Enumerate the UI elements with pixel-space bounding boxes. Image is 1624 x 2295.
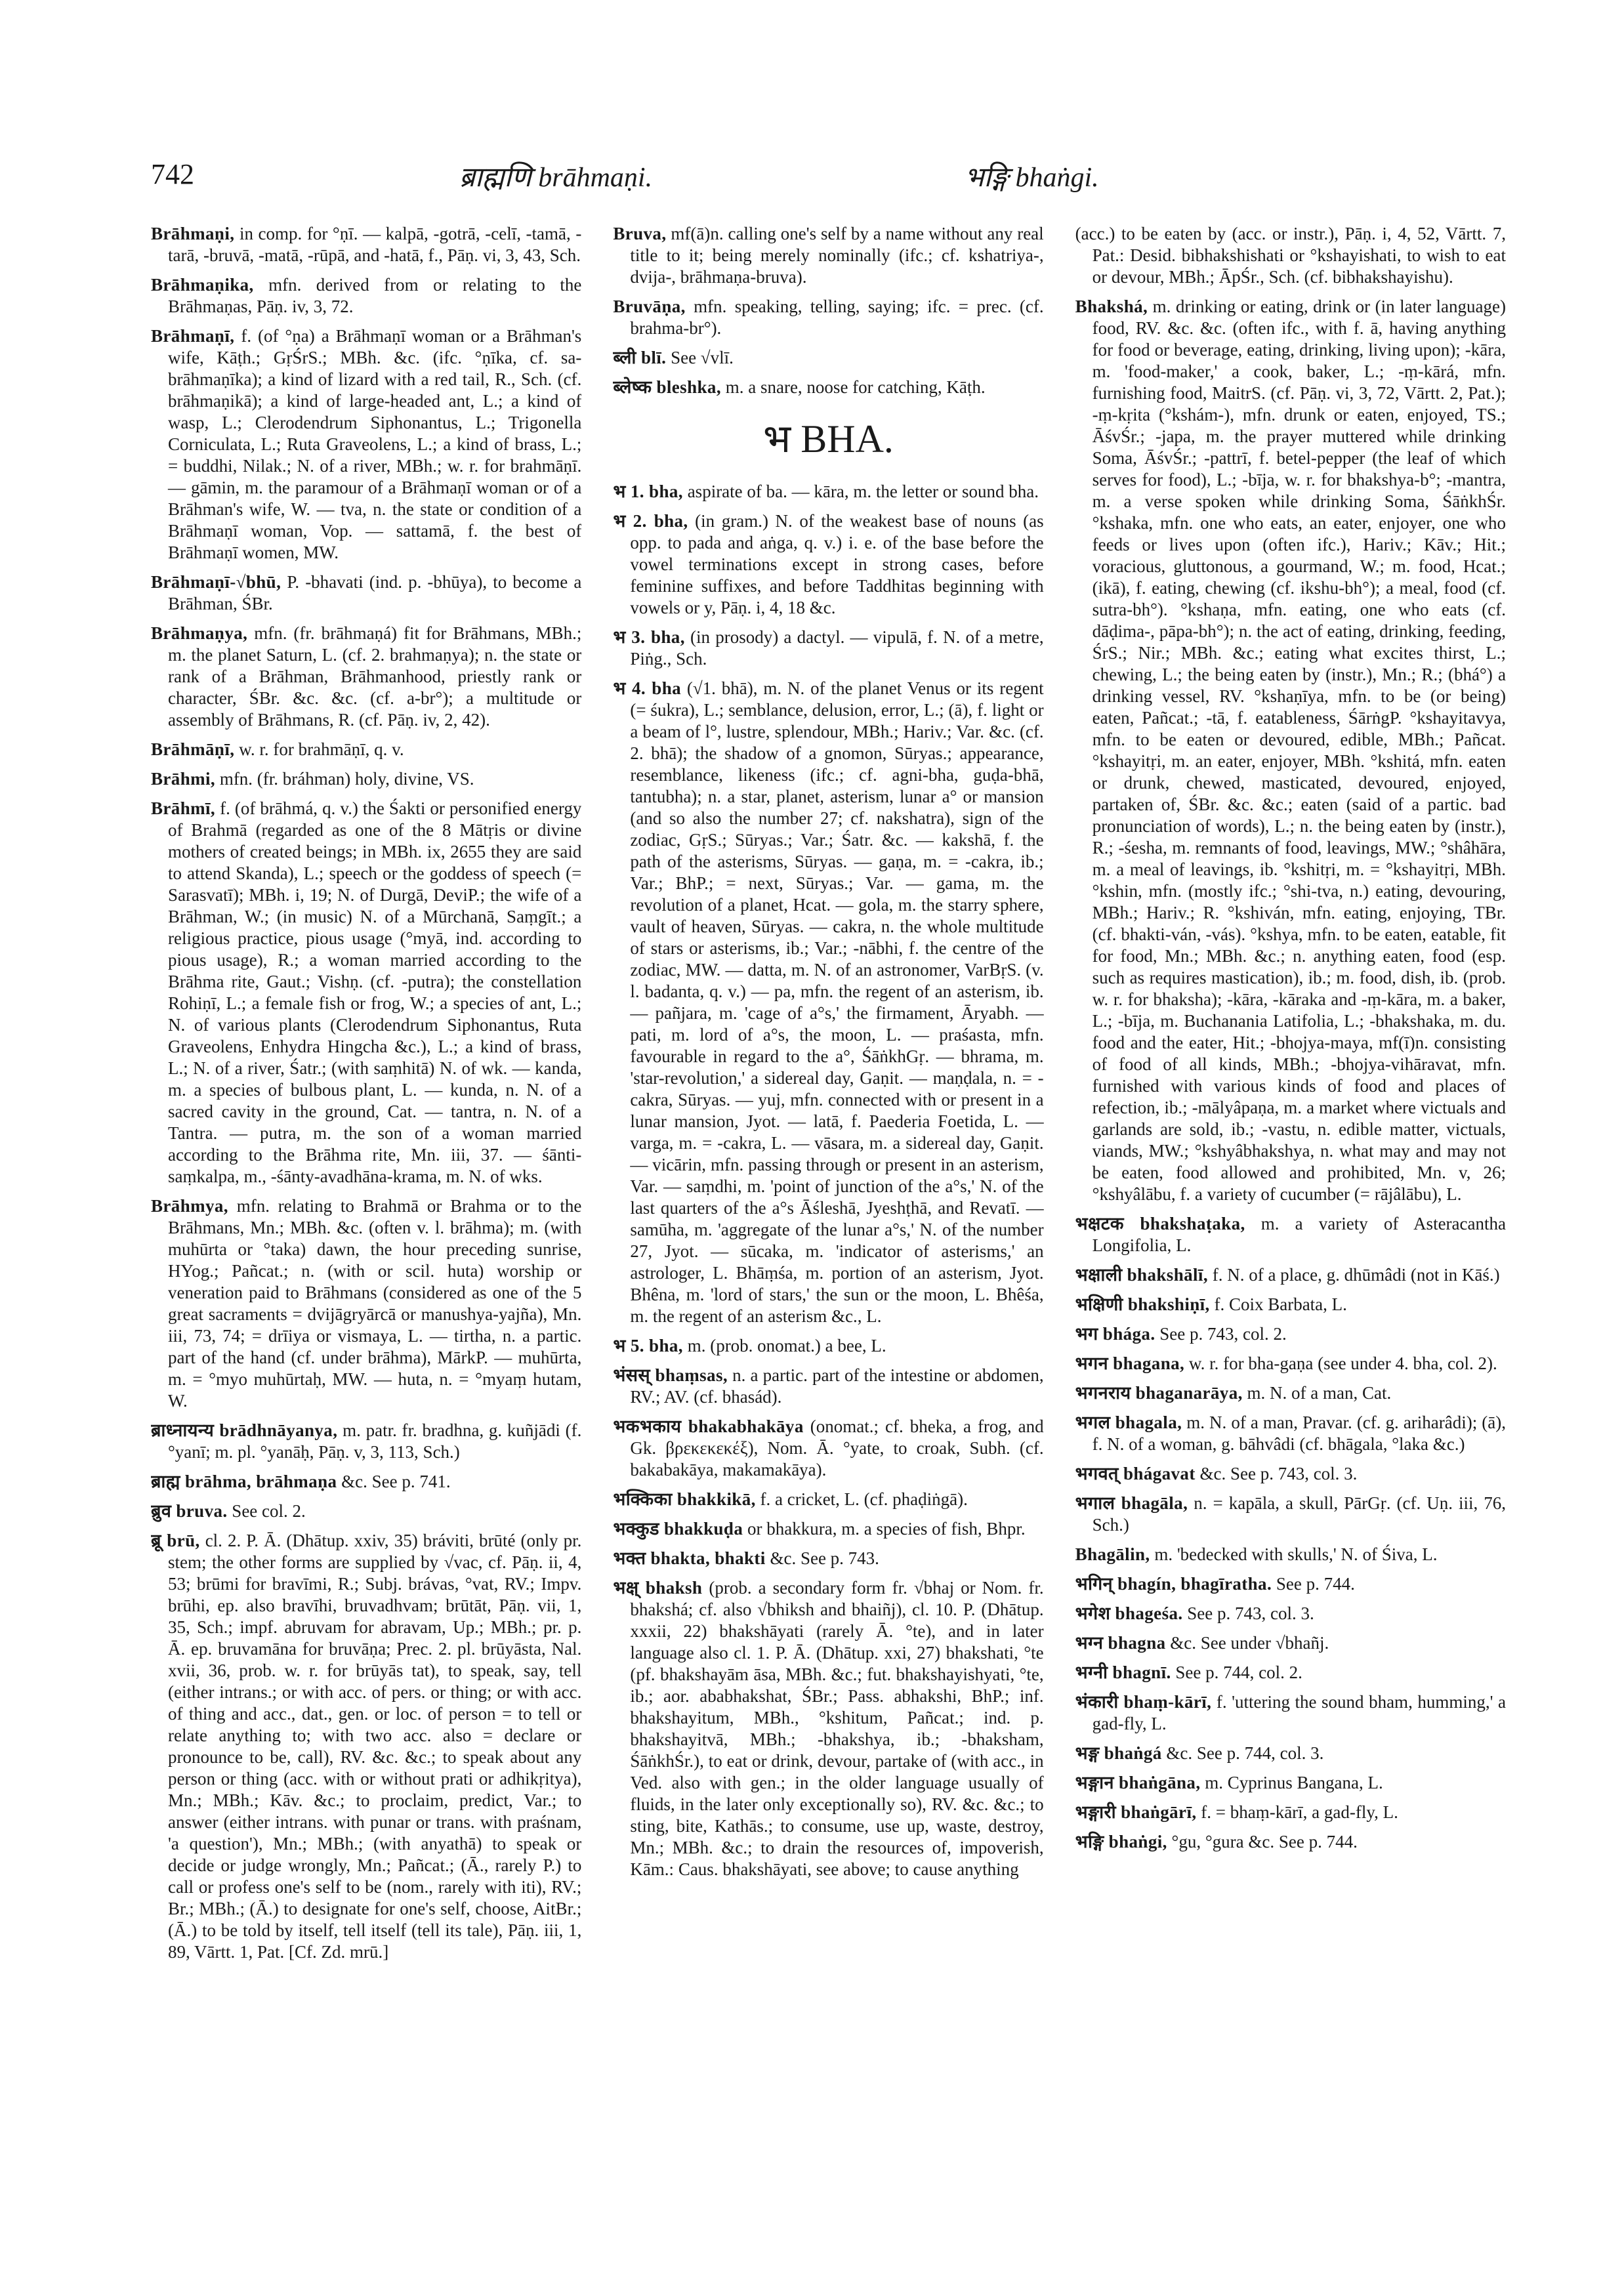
entry-definition: aspirate of ba. — kāra, m. the letter or sound bha. [687,482,1039,501]
entry-definition: m. (prob. onomat.) a bee, L. [687,1336,886,1355]
right-running-headword: भङ्गि bhaṅgi. [965,163,1099,193]
dictionary-entry [1075,1353,1506,1375]
entry-definition: (√1. bhā), m. N. of the planet Venus or its regent (= śukra), L.; semblance, delusion, error, L.; (ā), f. light or a beam of l°, lustre, splendour, MBh.; Hariv.; Var. &c. (cf. 2. bhā); the shadow of a gnomon, Sūryas.; appearance, resemblance, likeness (ifc.; cf. agni-bha, guḍa-bhā, tantubha); n. a star, planet, asterism, lunar a° or mansion (and so also the number 27; cf. nakshatra), sign of the zodiac, GṛS.; Sūryas.; Var.; Śatr. &c. — kakshā, f. the path of the asterisms, Sūryas. — gaṇa, m. = -cakra, ib.; Var.; BhP.; = next, Sūryas.; Var. — gama, m. the revolution of a planet, Hcat. — gola, m. the starry sphere, vault of heaven, Sūryas. — cakra, n. the whole multitude of stars or asterisms, ib.; Var.; -nābhi, f. the centre of the zodiac, MW. — datta, m. N. of an astronomer, VarBṛS. (v. l. badanta, q. v.) — pa, mfn. the regent of an asterism, ib. — pañjara, m. 'cage of a°s,' the firmament, Āryabh. — pati, m. lord of a°s, the moon, L. — praśasta, mfn. favourable in regard to the a°, ŚāṅkhGṛ. — bhrama, m. 'star-revolution,' a sidereal day, Gaṇit. — maṇḍala, n. = -cakra, Sūryas. — yuj, mfn. connected with or present in a lunar mansion, Jyot. — latā, f. Paederia Foetida, L. — varga, m. = -cakra, L. — vāsara, m. a sidereal day, Gaṇit. — vicārin, mfn. passing through or present in an asterism, Var. — saṃdhi, m. 'point of junction of the a°s,' N. of the last quarters of the a°s Āśleshā, Jyeshṭhā, and Revatī. — samūha, m. 'aggregate of the lunar a°s,' N. of the number 27, Jyot. — sūcaka, m. 'indicator of asterisms,' an astrologer, L. Bhāṃśa, m. portion of an asterism, Jyot. Bhêna, m. 'lord of stars,' the sun or the moon, L. Bhêśa, m. the regent of an asterism &c., L. [630,678,1044,1326]
entry-definition: f. 'uttering the sound bham, humming,' a gad-fly, L. [1092,1692,1506,1733]
dictionary-entry [1075,1544,1506,1565]
dictionary-entry [613,1365,1043,1408]
entry-definition: f. N. of a place, g. dhūmâdi (not in Kāś.) [1212,1265,1500,1285]
entry-headword: Bhagālin, [1075,1544,1150,1564]
entry-headword: Brāhmaṇī-√bhū, [151,572,281,592]
section-heading: भ BHA. [763,417,894,461]
entry-definition: f. (of brāhmá, q. v.) the Śakti or personified energy of Brahmā (regarded as one of the 8 Mātṛis or divine mothers of created beings; in MBh. ix, 2655 they are said to attend Skanda), L.; speech or the goddess of speech (= Sarasvatī); MBh. i, 19; N. of Durgā, DeviP.; the wife of a Brāhman, W.; (in music) N. of a Mūrchanā, Saṃgīt.; a religious practice, pious usage (°myā, ind. according to pious usage), R.; a woman married according to the Brāhma rite, Gaut.; Vishṇ. (cf. -putra); the constellation Rohiṇī, L.; a female fish or frog, W.; a species of ant, L.; N. of various plants (Clerodendrum Siphonantus, Ruta Graveolens, Enhydra Hingcha &c.), L.; a kind of brass, L.; N. of a river, Śatr.; (with saṃhitā) N. of wk. — kanda, m. a species of bulbous plant, L. — kunda, n. N. of a sacred cavity in the ground, Cat. — tantra, n. N. of a Tantra. — putra, m. the son of a woman married according to the Brāhma rite, Mn. iii, 37. — śānti-saṃkalpa, m., -śānty-avadhāna-krama, m. N. of wks. [168,798,582,1186]
dictionary-entry [1075,1772,1506,1794]
dictionary-entry [613,1489,1043,1510]
entry-definition: See p. 743, col. 3. [1187,1603,1314,1623]
entry-definition: n. = kapāla, a skull, PārGṛ. (cf. Uṇ. iii, 76, Sch.) [1092,1493,1506,1535]
dictionary-entry [151,768,581,790]
entry-definition: See col. 2. [232,1501,306,1521]
entry-headword: भगल bhagala, [1075,1413,1182,1432]
entry-definition: &c. See p. 741. [341,1472,451,1491]
entry-headword: Brāhmāṇī, [151,739,235,759]
entry-headword: भग bhága. [1075,1324,1156,1344]
entry-headword: भ 4. bha [613,678,682,698]
dictionary-entry [151,1195,581,1412]
entry-definition: f. (of °ṇa) a Brāhmaṇī woman or a Brāhman's wife, Kāṭh.; GṛŚrS.; MBh. &c. (ifc. °ṇīka, cf. sa-brāhmaṇīka); a kind of lizard with a red tail, R., Sch. (cf. brāhmaṇikā); a kind of large-headed ant, L.; a kind of wasp, L.; Clerodendrum Siphonantus, L.; Trigonella Corniculata, L.; Ruta Graveolens, L.; a kind of brass, L.; = buddhi, Nilak.; N. of a river, MBh.; w. r. for brahmāṇī. — gāmin, m. the paramour of a Brāhmaṇī woman or of a Brāhman's wife, W. — tva, n. the state or condition of a Brāhmaṇī woman, Vop. — sattamā, f. the best of Brāhmaṇī women, MW. [168,326,582,562]
dictionary-entry [613,1518,1043,1540]
dictionary-entry [151,623,581,731]
dictionary-entry [1075,1323,1506,1345]
entry-headword: ब्लेष्क bleshka, [613,377,721,397]
dictionary-entry [1075,1691,1506,1735]
dictionary-entry [613,377,1043,398]
dictionary-entry [1075,1831,1506,1853]
entry-headword: Brāhmī, [151,798,216,818]
entry-definition: m. a variety of Asteracantha Longifolia, L. [1092,1214,1506,1255]
entry-definition: mfn. (fr. bráhman) holy, divine, VS. [219,769,474,789]
entry-headword: भगिन् bhagín, bhagīratha. [1075,1574,1272,1594]
entry-definition: m. a snare, noose for catching, Kāṭh. [725,377,986,397]
dictionary-entry [1075,296,1506,1205]
entry-headword: Brāhmaṇi, [151,224,235,243]
entry-definition: &c. See p. 743, col. 3. [1199,1464,1358,1483]
dictionary-entry [613,481,1043,503]
entry-headword: भङ्गारी bhaṅgārī, [1075,1802,1197,1822]
dictionary-entry [1075,1573,1506,1595]
dictionary-entry [613,1548,1043,1569]
dictionary-entry [613,223,1043,288]
entry-headword: भ 1. bha, [613,482,683,501]
page-number: 742 [151,158,194,190]
entry-headword: भंकारी bhaṃ-kārī, [1075,1692,1212,1712]
dictionary-entry [1075,1264,1506,1286]
entry-headword: Bruva, [613,224,667,243]
entry-headword: Brāhmya, [151,1196,228,1216]
entry-definition: n. a partic. part of the intestine or abdomen, RV.; AV. (cf. bhasád). [630,1365,1044,1407]
dictionary-entry [613,296,1043,339]
entry-definition: m. patr. fr. bradhna, g. kuñjādi (f. °yanī; m. pl. °yanāḥ, Pāṇ. v, 3, 113, Sch.) [168,1420,582,1462]
entry-definition: See p. 744. [1276,1574,1355,1594]
entry-headword: भगेश bhageśa. [1075,1603,1183,1623]
dictionary-entry [613,1335,1043,1357]
entry-headword: ब्ली blī. [613,348,667,367]
entry-headword: Brāhmaṇika, [151,275,254,295]
entry-definition: (in prosody) a dactyl. — vipulā, f. N. of a metre, Piṅg., Sch. [630,627,1044,669]
dictionary-entry [151,1420,581,1463]
entry-headword: ब्राह्म brāhma, brāhmaṇa [151,1472,337,1491]
entry-headword: भक्कुड bhakkuḍa [613,1519,743,1539]
entry-headword: भङ्गान bhaṅgāna, [1075,1773,1201,1792]
entry-headword: Brāhmaṇya, [151,623,248,643]
entry-definition: m. 'bedecked with skulls,' N. of Śiva, L. [1154,1544,1438,1564]
entry-definition: P. -bhavati (ind. p. -bhūya), to become a Brāhman, ŚBr. [168,572,582,613]
dictionary-entry [1075,1493,1506,1536]
entry-headword: Brāhmaṇī, [151,326,235,346]
dictionary-entry [151,739,581,760]
entry-definition: f. = bhaṃ-kārī, a gad-fly, L. [1201,1802,1398,1822]
dictionary-entry [151,274,581,318]
entry-headword: भक्ष् bhaksh [613,1578,703,1598]
entry-definition: See p. 744, col. 2. [1175,1663,1302,1682]
dictionary-entry [151,1471,581,1493]
dictionary-entry [613,510,1043,619]
column-1 [151,223,581,2204]
entry-definition: in comp. for °ṇī. — kalpā, -gotrā, -celī, -tamā, -tarā, -bruvā, -matā, -rūpā, and -hatā, f., Pāṇ. vi, 3, 43, Sch. [168,224,582,265]
dictionary-entry [1075,1294,1506,1315]
dictionary-entry [1075,223,1506,288]
entry-headword: भक्त bhakta, bhakti [613,1548,766,1568]
entry-definition: or bhakkura, m. a species of fish, Bhpr. [747,1519,1026,1539]
entry-headword: ब्रू brū, [151,1531,200,1550]
dictionary-entry [151,1530,581,1963]
dictionary-entry [613,1577,1043,1880]
entry-definition: mf(ā)n. calling one's self by a name without any real title to it; being merely nominally (ifc.; cf. kshatriya-, dvija-, brāhmaṇa-bruva). [630,224,1044,287]
entry-definition: See p. 743, col. 2. [1159,1324,1287,1344]
dictionary-entry [1075,1463,1506,1485]
entry-headword: भक्षटक bhakshaṭaka, [1075,1214,1245,1233]
dictionary-entry [613,347,1043,369]
entry-definition: mfn. (fr. brāhmaṇá) fit for Brāhmans, MBh.; m. the planet Saturn, L. (cf. 2. brahmaṇya); n. the state or rank of a Brāhman, Brāhmanhood, priestly rank or character, ŚBr. &c. &c. (cf. a-br°); a multitude or assembly of Brāhmans, R. (cf. Pāṇ. iv, 2, 42). [168,623,582,730]
entry-headword: ब्रुव bruva. [151,1501,228,1521]
entry-headword: भ 3. bha, [613,627,685,647]
entry-headword: भक्षिणी bhakshiṇī, [1075,1294,1210,1314]
column-2 [613,223,1043,2204]
entry-definition: °gu, °gura &c. See p. 744. [1171,1832,1358,1851]
entry-headword: भ 5. bha, [613,1336,683,1355]
entry-headword: भगाल bhagāla, [1075,1493,1188,1513]
entry-definition: &c. See p. 744, col. 3. [1166,1743,1324,1763]
dictionary-entry [1075,1382,1506,1404]
dictionary-entry [1075,1603,1506,1624]
entry-definition: (onomat.; cf. bheka, a frog, and Gk. βρεκεκεκέξ), Nom. Ā. °yate, to croak, Subh. (cf. bakabakāya, makamakāya). [630,1416,1044,1479]
dictionary-entry [1075,1802,1506,1823]
dictionary-entry [151,223,581,266]
entry-definition: mfn. derived from or relating to the Brāhmaṇas, Pāṇ. iv, 3, 72. [168,275,582,316]
entry-definition: (in gram.) N. of the weakest base of nouns (as opp. to pada and aṅga, q. v.) i. e. of the base before the vowel terminations except in strong cases, before feminine suffixes, and before Taddhitas beginning with vowels or y, Pāṇ. i, 4, 18 &c. [630,511,1044,617]
entry-headword: Brāhmi, [151,769,216,789]
entry-headword: भङ्ग bhaṅgá [1075,1743,1162,1763]
entry-definition: m. drinking or eating, drink or (in later language) food, RV. &c. &c. (often ifc., with f. ā, having anything for food or beverage, eating, drinking, living upon); -kāra, m. 'food-maker,' a cook, baker, L.; -ṃ-kārá, mfn. furnishing food, MaitrS. (cf. Pāṇ. vi, 3, 72, Vārtt. 2, Pat.); -ṃ-kṛita (°kshám-), mfn. drunk or eaten, enjoyed, TS.; ĀśvŚr.; -japa, m. the prayer muttered while drinking Soma, ĀśvŚr.; -pattrī, f. betel-pepper (the leaf of which serves for food), L.; -bīja, w. r. for bhakshya-b°; -mantra, m. a verse spoken while drinking Soma, ŚāṅkhŚr. °kshaka, mfn. one who eats, an eater, enjoyer, one who feeds or lives upon (often ifc.), Hariv.; Kāv.; Hit.; voracious, gluttonous, a gourmand, W.; m. food, Hcat.; (ikā), f. eating, chewing (cf. ikshu-bh°); a meal, food (cf. sutra-bh°). °kshaṇa, mfn. eating, one who eats (cf. dāḍima-, pāpa-bh°); n. the act of eating, drinking, feeding, ŚrS.; Nir.; MBh. &c.; eating what excites thirst, L.; chewing, L.; the being eaten by (instr.), Mn.; R.; (bhá°) a drinking vessel, RV. °kshaṇīya, mfn. to be (or being) eaten, Pañcat.; -tā, f. eatableness, ŚārṅgP. °kshayitavya, mfn. to be eaten or devoured, edible, MBh.; Pañcat. °kshayitṛi, m. an eater, enjoyer, MBh. °kshitá, mfn. eaten or drunk, chewed, masticated, devoured, enjoyed, partaken of, ŚBr. &c. &c.; eaten (said of a partic. bad pronunciation of words), L.; n. the being eaten by (instr.), R.; -śesha, m. remnants of food, leavings, MW.; °shâhāra, m. a meal of leavings, ib. °kshitṛi, m. = °kshayitṛi, MBh. °kshin, mfn. (mostly ifc.; °shi-tva, n.) eating, devouring, MBh.; Hariv.; R. °kshiván, mfn. eating, enjoying, TBr. (cf. bhakti-ván, -vás). °kshya, mfn. to be eaten, eatable, fit for food, Mn.; MBh. &c.; n. anything eaten, food (esp. such as requires mastication), ib.; m. food, dish, ib. (prob. w. r. for bhaksha); -kāra, -kāraka and -ṃ-kāra, m. a baker, L.; -bīja, m. Buchanania Latifolia, L.; -bhakshaka, m. du. food and the eater, Hit.; -bhojya-maya, mf(ī)n. consisting of food of all kinds, MBh.; -bhojya-vihāravat, mfn. furnished with various kinds of food and places of refection, ib.; -mālyâpaṇa, m. a market where victuals and garlands are sold, ib.; -vastu, n. edible matter, victuals, viands, MW.; °kshyâbhakshya, n. what may and may not be eaten, food allowed and prohibited, Mn. v, 26; °kshyâlābu, f. a variety of cucumber (= rājâlābu), L. [1092,297,1506,1204]
entry-headword: भकभकाय bhakabhakāya [613,1416,804,1436]
entry-definition: (prob. a secondary form fr. √bhaj or Nom. fr. bhakshá; cf. also √bhiksh and bhaiñj), cl. 10. P. (Dhātup. xxxii, 22) bhakshāyati (rarely Ā. °te), and in later language also cl. 1. P. Ā. (Dhātup. xxi, 27) bhakshati, °te (pf. bhakshayām āsa, MBh. &c.; fut. bhakshayishyati, °te, ib.; aor. ababhakshat, ŚBr.; Pass. abhakshi, BhP.; inf. bhakshayitum, MBh., °kshitum, Pañcat.; ind. p. bhakshayitvā, MBh.; -bhakshya, ib.; -bhaksham, ŚāṅkhŚr.), to eat or drink, devour, partake of (with acc., in Ved. also with gen.; in the older language usually of fluids, in the later only exceptionally so), RV. &c. &c.; to sting, bite, Kathās.; to consume, use up, waste, destroy, Mn.; MBh. &c.; to drain the resources of, impoverish, Kām.: Caus. bhakshāyati, see above; to cause anything [630,1578,1044,1879]
entry-definition: mfn. relating to Brahmā or Brahma or to the Brāhmans, Mn.; MBh. &c. (often v. l. brāhma); m. (with muhūrta or °taka) dawn, the hour preceding sunrise, HYog.; Pañcat.; n. (with or scil. huta) worship or veneration paid to Brāhmans (considered as one of the 5 great sacraments = dvijāgryārcā or manushya-yajña), Mn. iii, 73, 74; = drīiya or vismaya, L. — tirtha, n. a partic. part of the hand (cf. under brāhma), MārkP. — muhūrta, m. = °myo muhūrtaḥ, MW. — huta, n. = °myaṃ hutam, W. [168,1196,582,1411]
entry-headword: Bruvāṇa, [613,297,686,316]
entry-definition: &c. See p. 743. [770,1548,879,1568]
entry-definition: w. r. for bha-gaṇa (see under 4. bha, col. 2). [1188,1354,1497,1373]
dictionary-entry [1075,1213,1506,1256]
dictionary-entry [151,798,581,1188]
entry-definition: mfn. speaking, telling, saying; ifc. = prec. (cf. brahma-br°). [630,297,1044,338]
entry-definition: f. a cricket, L. (cf. phaḍiṅgā). [760,1489,968,1509]
dictionary-entry [151,325,581,564]
entry-definition: w. r. for brahmāṇī, q. v. [239,739,404,759]
dictionary-entry [613,678,1043,1327]
dictionary-columns [151,223,1506,2204]
dictionary-entry [613,627,1043,670]
dictionary-entry [1075,1662,1506,1684]
entry-headword: भग्नी bhagnī. [1075,1663,1171,1682]
column-3 [1075,223,1506,2204]
entry-headword: भङ्गि bhaṅgi, [1075,1832,1167,1851]
entry-definition: See √vlī. [671,348,734,367]
dictionary-entry [1075,1412,1506,1455]
entry-headword: भंसस् bhaṃsas, [613,1365,728,1385]
dictionary-entry [1075,1743,1506,1764]
entry-definition: cl. 2. P. Ā. (Dhātup. xxiv, 35) bráviti, brūté (only pr. stem; the other forms are supplied by √vac, cf. Pāṇ. ii, 4, 53; brūmi for bravīmi, R.; Subj. brávas, °vat, RV.; Impv. brūhi, ep. also bravīhi, bruvadhvam; brūtāt, Pāṇ. vii, 1, 35, Sch.; impf. abruvam for abravam, Up.; MBh.; pr. p. Ā. ep. bruvamāna for bruvāṇa; Prec. 2. pl. brūyāsta, Nal. xvii, 36, prob. w. r. for brūyās tat), to speak, say, tell (either intrans.; or with acc. of pers. or thing; or with acc. of thing and acc., dat., gen. or loc. of person = to tell or relate anything to; with two acc. also = declare or pronounce to be, call), RV. &c. &c.; to speak about any person or thing (acc. with or without prati or adhikṛitya), Mn.; MBh.; Kāv. &c.; to proclaim, predict, Var.; to answer (either intrans. with punar or trans. with praśnam, 'a question'), Mn.; MBh.; (with anyathā) to speak or decide or judge wrongly, Mn.; Pañcat.; (Ā., rarely P.) to call or profess one's self to be (nom., rarely with iti), RV.; Br.; MBh.; (Ā.) to designate for one's self, choose, AitBr.; (Ā.) to be told by itself, tell itself (tell its tale), Pāṇ. iii, 1, 89, Vārtt. 1, Pat. [Cf. Zd. mrū.] [168,1531,582,1962]
dictionary-entry [151,571,581,615]
entry-definition: f. Coix Barbata, L. [1214,1294,1347,1314]
entry-definition: (acc.) to be eaten by (acc. or instr.), Pāṇ. i, 4, 52, Vārtt. 7, Pat.: Desid. bibhakshishati or °kshayishati, to wish to eat or devour, MBh.; ĀpŚr., Sch. (cf. bibhakshayishu). [1075,224,1506,287]
dictionary-entry [613,1416,1043,1481]
entry-headword: भक्षाली bhakshālī, [1075,1265,1208,1285]
entry-definition: m. Cyprinus Bangana, L. [1205,1773,1383,1792]
left-running-headword: ब्राह्मणि brāhmaṇi. [459,163,653,193]
entry-headword: भगनराय bhaganarāya, [1075,1383,1243,1403]
entry-headword: भक्किका bhakkikā, [613,1489,756,1509]
entry-headword: ब्राध्नायन्य brādhnāyanya, [151,1420,338,1440]
dictionary-entry [151,1500,581,1522]
page-header [151,157,1506,217]
entry-definition: m. N. of a man, Cat. [1247,1383,1392,1403]
entry-headword: भ 2. bha, [613,511,688,531]
entry-definition: m. N. of a man, Pravar. (cf. g. ariharâdi); (ā), f. N. of a woman, g. bāhvâdi (cf. bhāgala, °laka &c.) [1092,1413,1506,1454]
entry-definition: &c. See under √bhañj. [1170,1633,1329,1653]
entry-headword: Bhakshá, [1075,297,1148,316]
entry-headword: भग्न bhagna [1075,1633,1166,1653]
entry-headword: भगन bhagana, [1075,1354,1185,1373]
dictionary-entry [1075,1632,1506,1654]
entry-headword: भगवत् bhágavat [1075,1464,1196,1483]
